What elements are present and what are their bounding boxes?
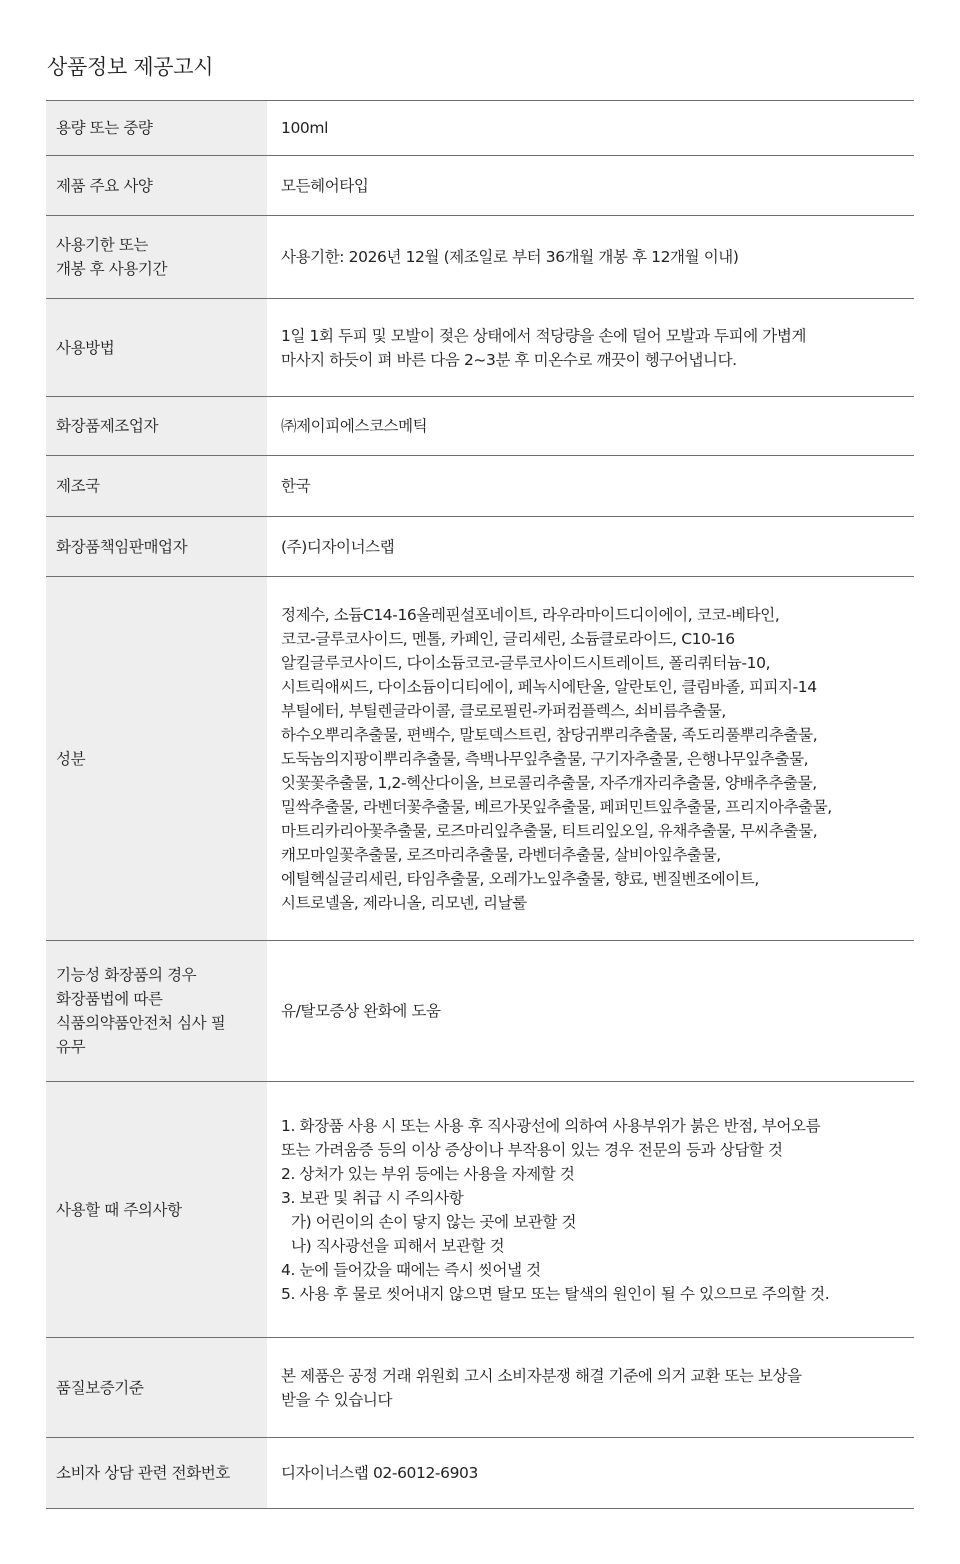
row-value-line: 2. 상처가 있는 부위 등에는 사용을 자제할 것 [281, 1164, 575, 1183]
table-row-spec [46, 156, 914, 216]
row-value-line: 시트로넬올, 제라니올, 리모넨, 리날룰 [281, 893, 527, 912]
row-value-line: 시트릭애씨드, 다이소듐이디티에이, 페녹시에탄올, 알란토인, 클림바졸, 피피지-14 [281, 677, 817, 696]
row-value [267, 941, 914, 1082]
row-label-line: 사용할 때 주의사항 [56, 1200, 182, 1219]
row-label-line: 품질보증기준 [56, 1378, 144, 1397]
row-label [46, 397, 267, 456]
row-value-line: 캐모마일꽃추출물, 로즈마리추출물, 라벤더추출물, 살비아잎추출물, [281, 845, 721, 864]
row-label [46, 517, 267, 577]
table-row-usage [46, 299, 914, 397]
row-label-line: 기능성 화장품의 경우 [56, 966, 197, 984]
row-label [46, 299, 267, 397]
page-title: 상품정보 제공고시 [47, 55, 214, 79]
row-value [267, 1338, 914, 1438]
row-value-line: 가) 어린이의 손이 닿지 않는 곳에 보관할 것 [291, 1212, 577, 1231]
table-row-volume [46, 101, 914, 156]
row-value [267, 1438, 914, 1509]
row-label [46, 101, 267, 156]
row-label-line: 개봉 후 사용기간 [56, 260, 168, 278]
row-label-line: 소비자 상담 관련 전화번호 [56, 1464, 230, 1482]
row-value [267, 1082, 914, 1338]
row-value [267, 156, 914, 216]
row-value [267, 517, 914, 577]
row-value [267, 577, 914, 941]
row-label-line: 용량 또는 중량 [56, 119, 153, 137]
row-value-line: 에틸헥실글리세린, 타임추출물, 오레가노잎추출물, 향료, 벤질벤조에이트, [281, 869, 759, 888]
row-value [267, 101, 914, 156]
row-value-line: 정제수, 소듐C14-16올레핀설포네이트, 라우라마이드디이에이, 코코-베타인, [281, 605, 780, 624]
row-value [267, 216, 914, 299]
table-row-seller [46, 517, 914, 577]
row-value-line: 3. 보관 및 취급 시 주의사항 [281, 1188, 464, 1207]
product-info-table [46, 100, 914, 1509]
row-value-line: 도둑놈의지팡이뿌리추출물, 측백나무잎추출물, 구기자추출물, 은행나무잎추출물, [281, 749, 809, 768]
table-row-precautions [46, 1082, 914, 1338]
row-label-line: 사용방법 [56, 338, 115, 357]
row-value-line: 1일 1회 두피 및 모발이 젖은 상태에서 적당량을 손에 덜어 모발과 두피에 가볍게 [281, 326, 807, 345]
row-value-line: (주)디자이너스랩 [281, 537, 395, 556]
row-value-line: 밀싹추출물, 라벤더꽃추출물, 베르가못잎추출물, 페퍼민트잎추출물, 프리지아추출물, [281, 797, 832, 816]
row-label [46, 1338, 267, 1438]
row-value [267, 397, 914, 456]
table-row-country [46, 456, 914, 517]
table-row-ingredients [46, 577, 914, 941]
row-label [46, 577, 267, 941]
row-value-line: 받을 수 있습니다 [281, 1390, 393, 1409]
row-label-line: 제조국 [56, 477, 100, 495]
row-label-line: 화장품책임판매업자 [56, 537, 188, 556]
row-value-line: 본 제품은 공정 거래 위원회 고시 소비자분쟁 해결 기준에 의거 교환 또는 보상을 [281, 1366, 802, 1385]
row-label [46, 456, 267, 517]
row-value-line: 유/탈모증상 완화에 도움 [281, 1002, 441, 1020]
row-value-line: 1. 화장품 사용 시 또는 사용 후 직사광선에 의하여 사용부위가 붉은 반점, 부어오름 [281, 1116, 821, 1135]
table-row-contact [46, 1438, 914, 1509]
row-value-line: 마트리카리아꽃추출물, 로즈마리잎추출물, 티트리잎오일, 유채추출물, 무씨추출물, [281, 821, 818, 840]
row-label [46, 941, 267, 1082]
row-value-line: ㈜제이피에스코스메틱 [281, 417, 428, 435]
row-label [46, 1438, 267, 1509]
row-value-line: 알킬글루코사이드, 다이소듐코코-글루코사이드시트레이트, 폴리쿼터늄-10, [281, 653, 771, 672]
row-label-line: 사용기한 또는 [56, 236, 148, 254]
row-value-line: 사용기한: 2026년 12월 (제조일로 부터 36개월 개봉 후 12개월 이내) [281, 248, 739, 266]
row-value-line: 5. 사용 후 물로 씻어내지 않으면 탈모 또는 탈색의 원인이 될 수 있으므로 주의할 것. [281, 1284, 830, 1303]
row-label-line: 유무 [56, 1038, 86, 1056]
row-value-line: 잇꽃꽃추출물, 1,2-헥산다이올, 브로콜리추출물, 자주개자리추출물, 양배추추출물, [281, 773, 817, 792]
row-value-line: 부틸에터, 부틸렌글라이콜, 클로로필린-카퍼컴플렉스, 쇠비름추출물, [281, 701, 726, 720]
row-label [46, 156, 267, 216]
table-row-functional [46, 941, 914, 1082]
row-value-line: 100ml [281, 119, 328, 137]
row-value-line: 모든헤어타입 [281, 176, 369, 195]
table-row-manufacturer [46, 397, 914, 456]
row-label [46, 216, 267, 299]
row-label-line: 식품의약품안전처 심사 필 [56, 1014, 226, 1032]
row-value [267, 456, 914, 517]
row-value-line: 한국 [281, 477, 311, 495]
table-row-quality [46, 1338, 914, 1438]
contact-phone: 디자이너스랩 02-6012-6903 [281, 1464, 478, 1482]
row-value-line: 또는 가려움증 등의 이상 증상이나 부작용이 있는 경우 전문의 등과 상담할 것 [281, 1140, 783, 1159]
row-value-line: 4. 눈에 들어갔을 때에는 즉시 씻어낼 것 [281, 1260, 541, 1279]
row-value [267, 299, 914, 397]
row-value-line: 코코-글루코사이드, 멘톨, 카페인, 글리세린, 소듐클로라이드, C10-16 [281, 629, 735, 648]
table-row-expiry [46, 216, 914, 299]
row-label-line: 화장품법에 따른 [56, 990, 163, 1008]
row-label-line: 화장품제조업자 [56, 417, 159, 435]
row-value-line: 나) 직사광선을 피해서 보관할 것 [291, 1236, 505, 1255]
row-value-line: 마사지 하듯이 펴 바른 다음 2~3분 후 미온수로 깨끗이 헹구어냅니다. [281, 350, 737, 369]
row-label-line: 제품 주요 사양 [56, 176, 153, 195]
row-label [46, 1082, 267, 1338]
row-label-line: 성분 [56, 749, 86, 768]
row-value-line: 하수오뿌리추출물, 편백수, 말토덱스트린, 참당귀뿌리추출물, 족도리풀뿌리추출물, [281, 725, 818, 744]
